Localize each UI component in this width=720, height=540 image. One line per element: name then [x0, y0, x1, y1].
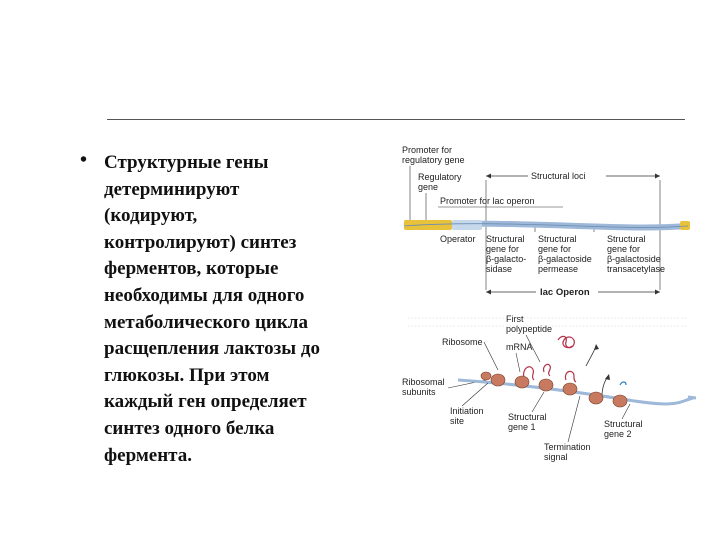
structural-loci-arrow-left — [486, 174, 491, 179]
initiation-site-label-1: Initiation — [450, 406, 484, 416]
text-line: (кодируют, — [104, 205, 198, 227]
ribosome-icon — [613, 395, 627, 407]
lac-operon-svg — [398, 140, 698, 470]
sg2-label-1: Structural — [538, 234, 577, 244]
initiation-site-label-2: site — [450, 416, 465, 426]
dna-end-segment — [680, 221, 690, 230]
operator-label: Operator — [440, 234, 476, 244]
text-line: контролируют) синтез — [104, 231, 297, 253]
promoter-regulatory-label-2: regulatory gene — [402, 155, 465, 165]
structural-gene1-pointer — [532, 392, 544, 412]
bullet-text — [104, 150, 380, 469]
ribosome-label: Ribosome — [442, 337, 483, 347]
ribosomal-subunits-label-2: subunits — [402, 387, 436, 397]
polypeptide-curl — [565, 371, 576, 382]
text-line: глюкозы. При этом — [104, 364, 270, 386]
mrna-pointer — [516, 353, 520, 372]
sg1-label-4: sidase — [486, 264, 513, 274]
first-polypeptide-label-1: First — [506, 314, 524, 324]
ribosome-icon — [539, 379, 553, 391]
promoter-regulatory-label-1: Promoter for — [402, 145, 453, 155]
promoter-lac-label: Promoter for lac operon — [440, 196, 535, 206]
sg1-label-3: β-galacto- — [486, 254, 527, 264]
sg3-label-4: transacetylase — [607, 264, 666, 274]
termination-signal-label-2: signal — [544, 452, 568, 462]
dna-strand — [404, 220, 690, 230]
sg3-label-3: β-galactoside — [607, 254, 661, 264]
text-line: расщепления лактозы до — [104, 338, 320, 360]
ribosome-icon — [515, 376, 529, 388]
first-polypeptide-label-2: polypeptide — [506, 324, 553, 334]
text-line: Структурные гены — [104, 152, 269, 173]
sg3-label-1: Structural — [607, 234, 646, 244]
structural-gene2-label-1: Structural — [604, 419, 643, 429]
mrna-label: mRNA — [506, 342, 533, 352]
structural-loci-label: Structural loci — [531, 171, 586, 181]
polypeptide-curl — [558, 336, 574, 347]
bullet-glyph: • — [80, 149, 88, 171]
release-arrows — [586, 346, 608, 396]
ribosomal-subunit-icon — [481, 372, 491, 380]
initiation-site-pointer — [462, 383, 488, 406]
sg1-label-1: Structural — [486, 234, 525, 244]
sg2-label-2: gene for — [538, 244, 572, 254]
text-line: синтез одного белка — [104, 417, 275, 439]
ribosomal-subunits-label-1: Ribosomal — [402, 377, 445, 387]
sg2-label-4: permease — [538, 264, 579, 274]
regulatory-gene-label-2: gene — [418, 182, 439, 192]
structural-gene1-label-1: Structural — [508, 412, 547, 422]
title-divider — [107, 119, 685, 120]
lac-operon-arrow-right — [655, 290, 660, 295]
termination-signal-pointer — [568, 396, 580, 442]
structural-loci-arrow-right — [655, 174, 660, 179]
termination-signal-label-1: Termination — [544, 442, 591, 452]
lac-operon-arrow-left — [486, 290, 491, 295]
sg1-label-2: gene for — [486, 244, 520, 254]
polypeptide-curl-blue — [620, 382, 626, 385]
dna-regulatory-segment — [452, 220, 482, 230]
lac-operon-label: lac Operon — [540, 287, 590, 298]
text-line: каждый ген определяет — [104, 391, 307, 413]
release-arrow-head — [605, 374, 610, 380]
structural-gene1-label-2: gene 1 — [508, 422, 536, 432]
text-line: ферментов, которые — [104, 258, 279, 280]
text-line: необходимы для одного — [104, 284, 305, 306]
regulatory-gene-label-1: Regulatory — [418, 172, 462, 182]
polypeptide-curl — [544, 364, 551, 376]
release-arrow-head — [594, 344, 599, 350]
text-line: фермента. — [104, 444, 192, 466]
mrna-strand-end — [688, 397, 696, 398]
structural-gene2-label-2: gene 2 — [604, 429, 632, 439]
ribosome-icon — [563, 383, 577, 395]
text-line: метаболического цикла — [104, 311, 308, 333]
lac-operon-diagram — [398, 140, 698, 470]
sg3-label-2: gene for — [607, 244, 641, 254]
text-line: детерминируют — [104, 178, 240, 200]
ribosome-icon — [589, 392, 603, 404]
sg2-label-3: β-galactoside — [538, 254, 592, 264]
ribosome-pointer — [484, 342, 498, 370]
ribosome-icon — [491, 374, 505, 386]
